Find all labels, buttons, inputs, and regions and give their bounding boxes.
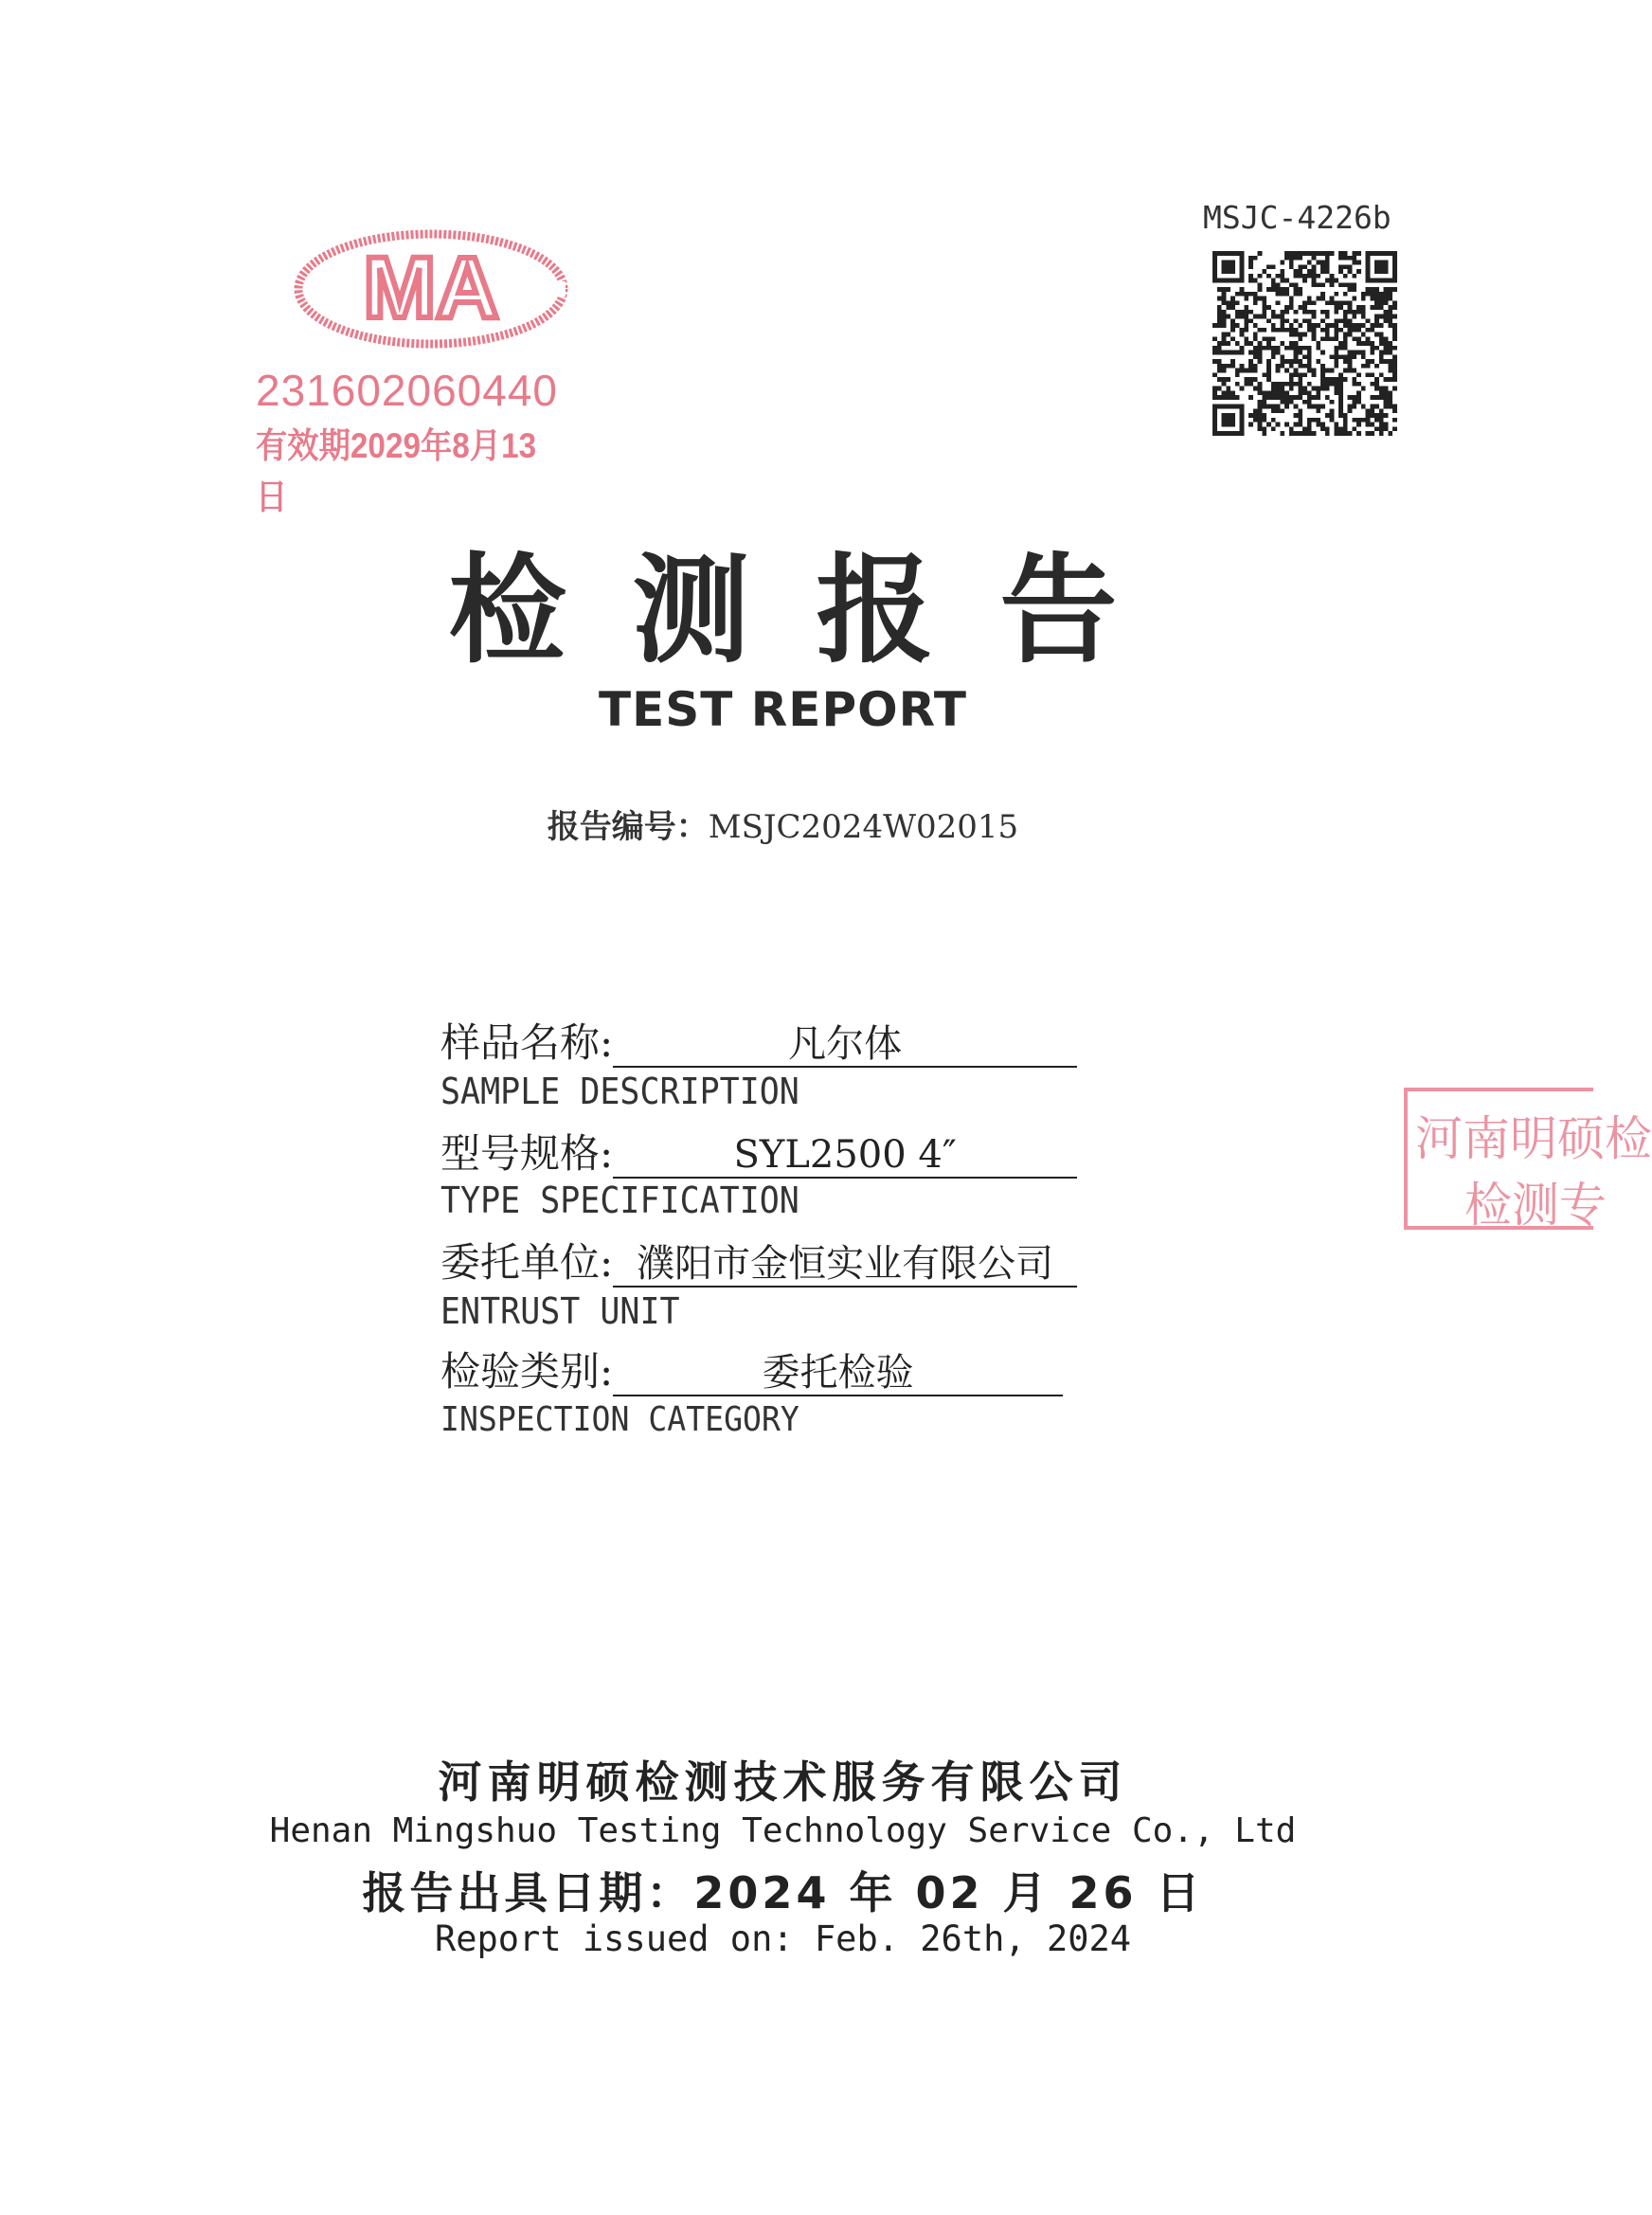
inspection-category-en-label: INSPECTION CATEGORY xyxy=(440,1400,799,1439)
report-number xyxy=(0,801,1566,847)
ma-seal-icon xyxy=(289,223,573,355)
type-spec-value: SYL2500 4″ xyxy=(613,1133,1077,1179)
ma-mark: MA xyxy=(363,240,499,336)
qr-code-icon xyxy=(1208,251,1402,436)
type-spec-row xyxy=(440,1123,1077,1180)
stamp-number: 231602060440 xyxy=(256,366,558,415)
inspection-category-value: 委托检验 xyxy=(613,1351,1063,1396)
sample-name-value: 凡尔体 xyxy=(613,1022,1077,1068)
seal-line-2: 检测专 xyxy=(1464,1179,1607,1232)
report-title-chinese: 检测报告 xyxy=(448,542,1184,679)
sample-name-label: 样品名称: xyxy=(440,1019,614,1066)
inspection-category-label: 检验类别: xyxy=(440,1348,614,1395)
entrust-unit-en-label: ENTRUST UNIT xyxy=(440,1290,680,1332)
entrust-unit-value: 濮阳市金恒实业有限公司 xyxy=(613,1242,1077,1288)
company-name-english: Henan Mingshuo Testing Technology Service Co., Ltd xyxy=(269,1811,1297,1850)
type-specification-label: TYPE SPECIFICATION xyxy=(440,1180,799,1221)
inspection-category-row xyxy=(440,1341,1063,1397)
company-seal-stamp xyxy=(1404,1088,1652,1232)
sample-name-row xyxy=(440,1012,1077,1069)
seal-line-1: 河南明硕检 xyxy=(1415,1112,1652,1165)
company-name-chinese: 河南明硕检测技术服务有限公司 xyxy=(438,1756,1128,1808)
issue-date-chinese: 报告出具日期：2024 年 02 月 26 日 xyxy=(362,1867,1204,1918)
cma-stamp xyxy=(256,223,578,516)
sample-description-label: SAMPLE DESCRIPTION xyxy=(440,1071,799,1112)
entrust-unit-row xyxy=(440,1232,1077,1288)
issue-date-english: Report issued on: Feb. 26th, 2024 xyxy=(434,1918,1132,1959)
report-title-english: TEST REPORT xyxy=(599,682,967,737)
report-number-label: 报告编号： xyxy=(547,808,709,846)
type-spec-label: 型号规格: xyxy=(440,1130,614,1177)
stamp-validity: 有效期2029年8月13日 xyxy=(256,426,537,516)
entrust-unit-label: 委托单位: xyxy=(440,1239,614,1286)
report-number-value: MSJC2024W02015 xyxy=(708,808,1019,846)
document-code: MSJC-4226b xyxy=(1203,199,1392,236)
